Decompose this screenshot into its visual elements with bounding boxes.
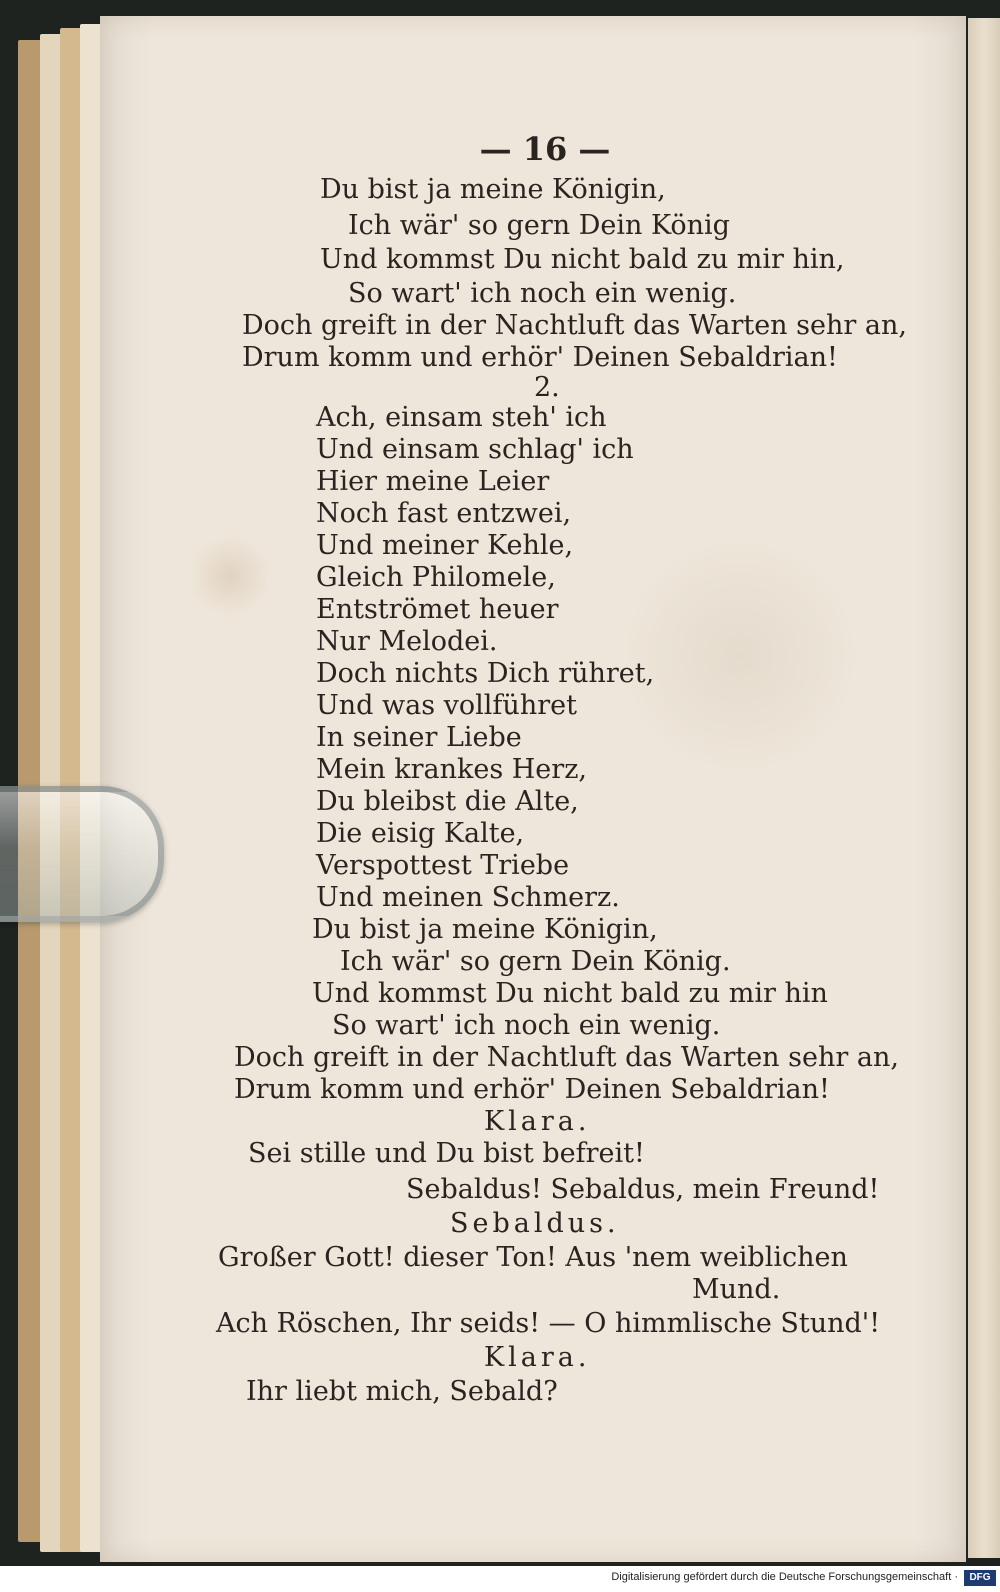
verse-line: Doch greift in der Nachtluft das Warten sehr an, — [234, 1042, 899, 1073]
book-page — [100, 16, 966, 1562]
speaker-name: Klara. — [484, 1342, 591, 1373]
speaker-name: Sebaldus. — [450, 1208, 620, 1239]
verse-line: Ich wär' so gern Dein König — [348, 210, 730, 241]
verse-line: Ach, einsam steh' ich — [316, 402, 607, 433]
verse-line: Gleich Philomele, — [316, 562, 556, 593]
dialogue-line: Mund. — [692, 1274, 781, 1305]
dialogue-line: Ihr liebt mich, Sebald? — [246, 1376, 558, 1407]
verse-line: Noch fast entzwei, — [316, 498, 572, 529]
footer-bar — [0, 1566, 1000, 1592]
verse-line: Drum komm und erhör' Deinen Sebaldrian! — [242, 342, 838, 373]
verse-line: Du bist ja meine Königin, — [320, 174, 666, 205]
verse-line: Entströmet heuer — [316, 594, 559, 625]
verse-line: Ich wär' so gern Dein König. — [340, 946, 731, 977]
verse-line: So wart' ich noch ein wenig. — [332, 1010, 721, 1041]
verse-line: Verspottest Triebe — [316, 850, 570, 881]
verse-line: Und kommst Du nicht bald zu mir hin — [312, 978, 828, 1009]
dialogue-line: Sebaldus! Sebaldus, mein Freund! — [406, 1174, 880, 1205]
page-clip — [0, 786, 164, 922]
verse-line: Doch greift in der Nachtluft das Warten sehr an, — [242, 310, 907, 341]
verse-line: Doch nichts Dich rühret, — [316, 658, 655, 689]
verse-line: Du bleibst die Alte, — [316, 786, 579, 817]
verse-line: Drum komm und erhör' Deinen Sebaldrian! — [234, 1074, 830, 1105]
verse-line: Und einsam schlag' ich — [316, 434, 634, 465]
verse-line: In seiner Liebe — [316, 722, 522, 753]
next-page-edge — [968, 18, 1000, 1558]
verse-line: Die eisig Kalte, — [316, 818, 525, 849]
dfg-logo: DFG — [964, 1570, 996, 1586]
dialogue-line: Ach Röschen, Ihr seids! — O himmlische Stund'! — [216, 1308, 881, 1339]
speaker-name: Klara. — [484, 1106, 591, 1137]
verse-line: Und meiner Kehle, — [316, 530, 574, 561]
verse-line: Und meinen Schmerz. — [316, 882, 620, 913]
verse-line: Und kommst Du nicht bald zu mir hin, — [320, 244, 845, 275]
verse-line: Hier meine Leier — [316, 466, 550, 497]
verse-line: Und was vollführet — [316, 690, 577, 721]
verse-line: Du bist ja meine Königin, — [312, 914, 658, 945]
verse-line: So wart' ich noch ein wenig. — [348, 278, 737, 309]
dialogue-line: Sei stille und Du bist befreit! — [248, 1138, 645, 1169]
verse-line: Nur Melodei. — [316, 626, 498, 657]
dialogue-line: Großer Gott! dieser Ton! Aus 'nem weiblichen — [218, 1242, 848, 1273]
verse-number: 2. — [534, 372, 560, 403]
verse-line: Mein krankes Herz, — [316, 754, 588, 785]
footer-credit: Digitalisierung gefördert durch die Deutsche Forschungsgemeinschaft · — [611, 1571, 958, 1583]
page-number: — 16 — — [479, 130, 611, 168]
